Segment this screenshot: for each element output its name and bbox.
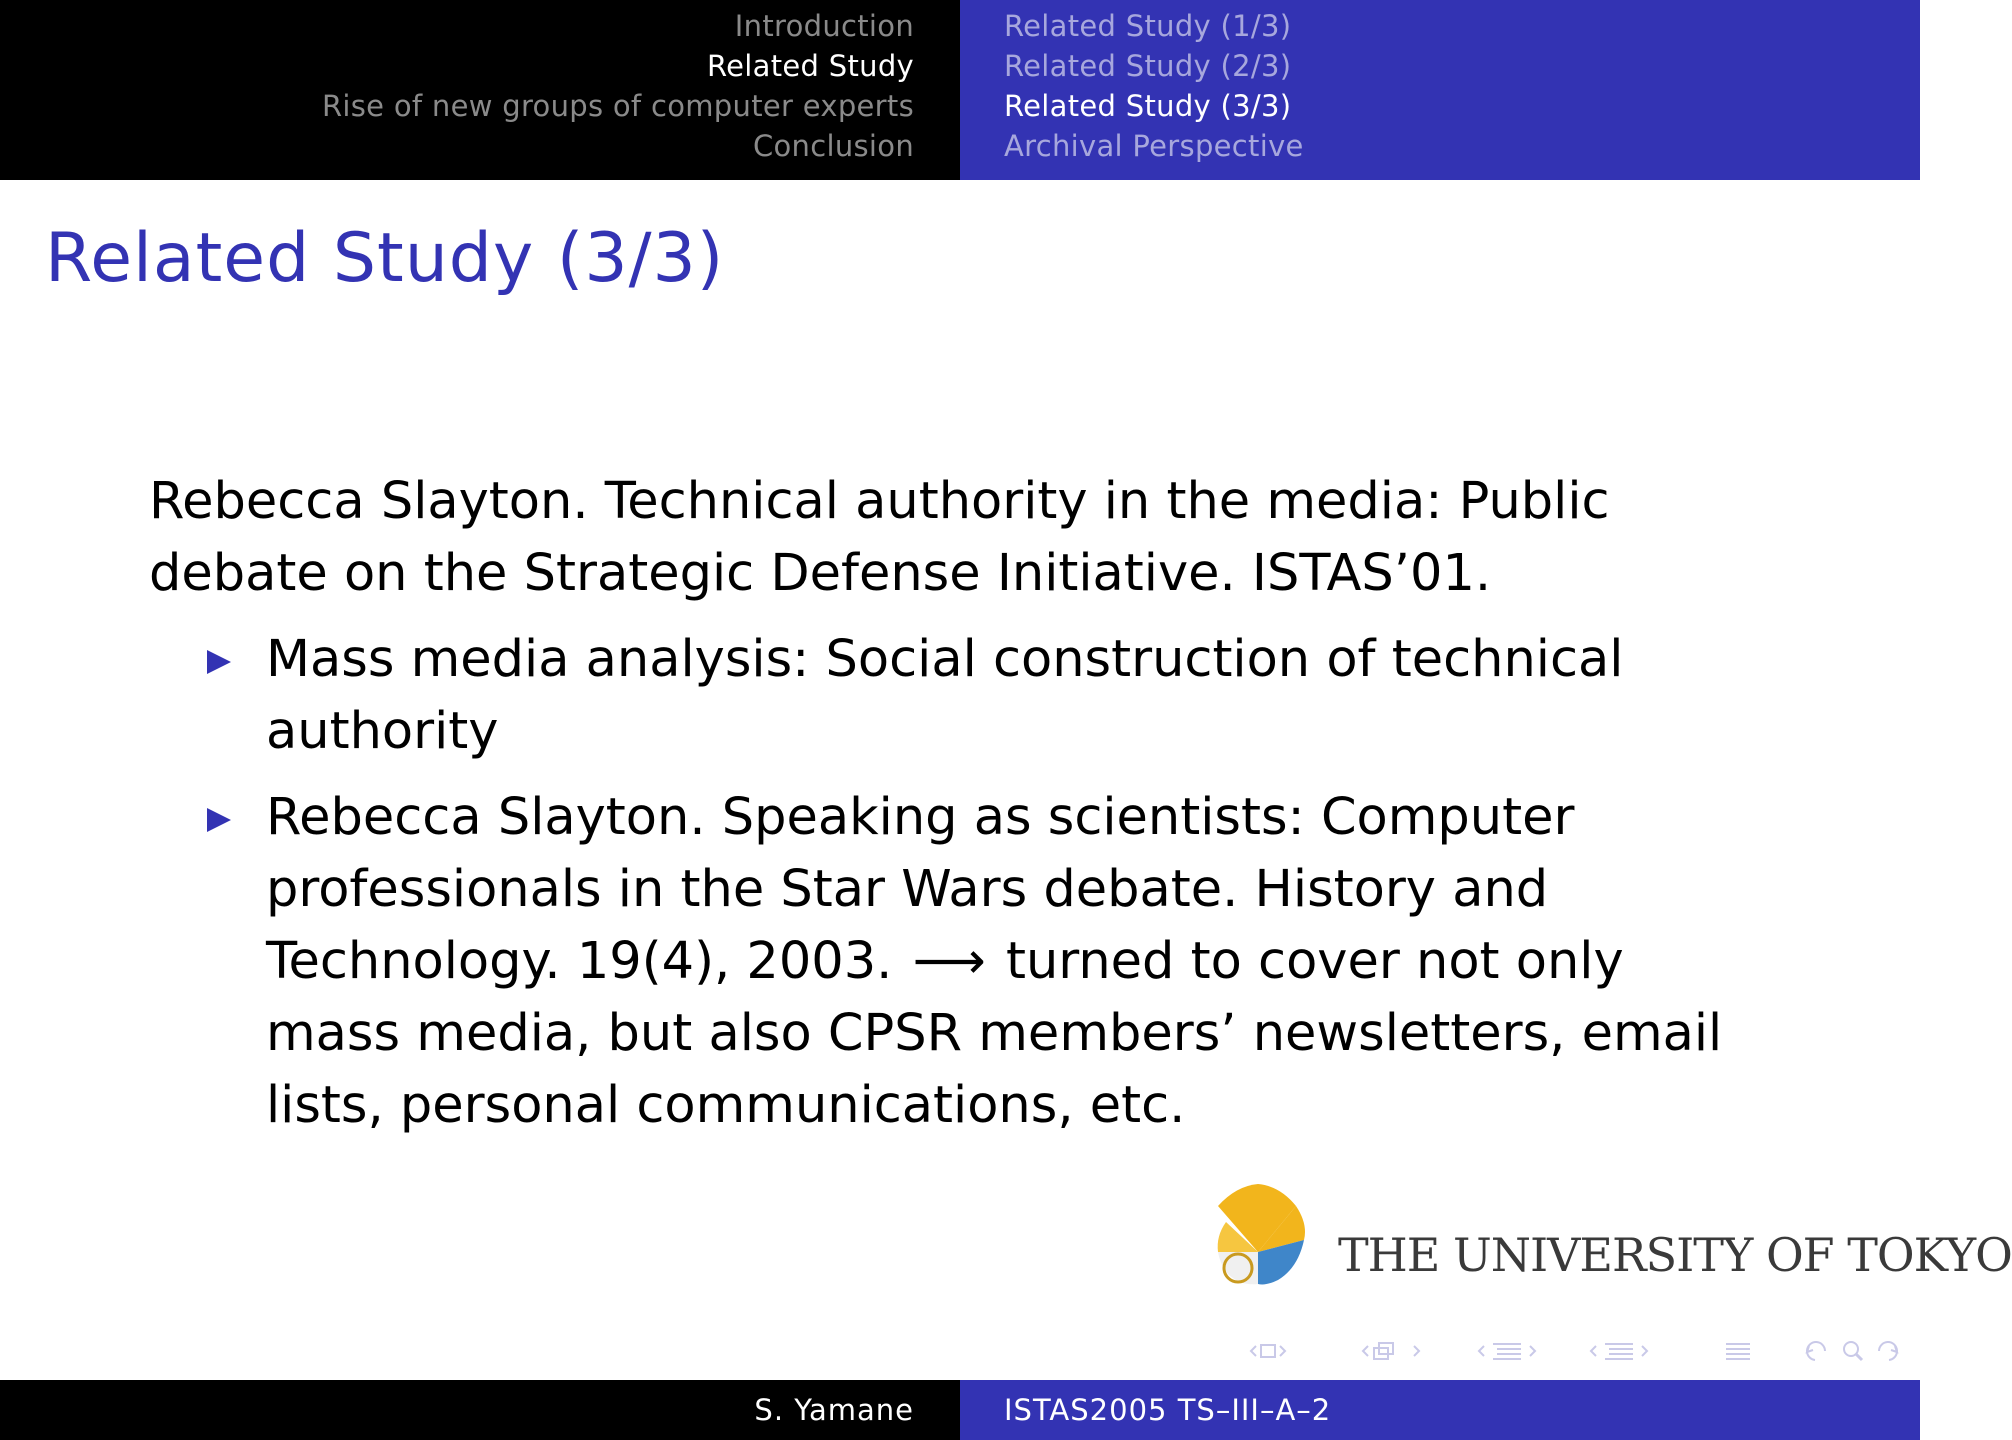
long-right-arrow-icon: ⟶: [912, 932, 986, 991]
footer: [0, 1380, 1920, 1440]
nav-section-rise-of-new-groups[interactable]: Rise of new groups of computer experts: [321, 89, 914, 123]
bullet-triangle-icon: [207, 650, 231, 674]
bullet-list: [149, 624, 1749, 1142]
footer-left: [0, 1380, 960, 1440]
footer-right: [960, 1380, 1920, 1440]
nav-section-conclusion[interactable]: Conclusion: [752, 129, 914, 163]
bullet-triangle-icon: [207, 808, 231, 832]
university-of-tokyo-logo: [1196, 1176, 2012, 1306]
subsection-navigation-icon[interactable]: [1360, 1336, 1422, 1366]
search-icon[interactable]: [1803, 1336, 1913, 1366]
section-list: [322, 6, 914, 166]
nav-subsection-archival-perspective[interactable]: Archival Perspective: [1004, 129, 1304, 163]
footer-author: S. Yamane: [754, 1393, 914, 1427]
header-navigation: [0, 0, 1920, 180]
appendix-navigation-icon[interactable]: [1588, 1336, 1650, 1366]
slide-title: Related Study (3/3): [45, 219, 725, 298]
bullet-text: Rebecca Slayton. Speaking as scientists: Computer professionals in the Star Wars debate. History and Technology. 19(4), 2003.: [266, 788, 1575, 991]
bullet-item: [149, 782, 1749, 1142]
toc-icon[interactable]: [1723, 1336, 1753, 1366]
section-navigation: [0, 0, 960, 180]
footer-conference: ISTAS2005 TS–III–A–2: [1004, 1393, 1332, 1427]
reference-intro: Rebecca Slayton. Technical authority in the media: Public debate on the Strategic Defense Initiative. ISTAS’01.: [149, 472, 1610, 603]
bullet-text: Mass media analysis: Social construction of technical authority: [266, 630, 1624, 761]
bullet-item: [149, 624, 1749, 768]
frame-navigation-icon[interactable]: [1248, 1336, 1288, 1366]
subsection-list: [1004, 6, 1304, 166]
bullet-text-continued: turned to cover not only mass media, but also CPSR members’ newsletters, email lists, personal communications, etc.: [266, 932, 1723, 1135]
nav-subsection-related-study-1[interactable]: Related Study (1/3): [1004, 9, 1292, 43]
logo-text: THE UNIVERSITY OF TOKYO: [1338, 1228, 2012, 1282]
slide-content: [149, 466, 1749, 1156]
nav-subsection-related-study-3[interactable]: Related Study (3/3): [1004, 89, 1292, 123]
nav-section-introduction[interactable]: Introduction: [734, 9, 914, 43]
ginkgo-leaf-icon: [1196, 1176, 1336, 1306]
nav-subsection-related-study-2[interactable]: Related Study (2/3): [1004, 49, 1292, 83]
subsection-navigation: [960, 0, 1920, 180]
nav-section-related-study[interactable]: Related Study: [707, 49, 914, 83]
section-navigation-icon[interactable]: [1476, 1336, 1538, 1366]
